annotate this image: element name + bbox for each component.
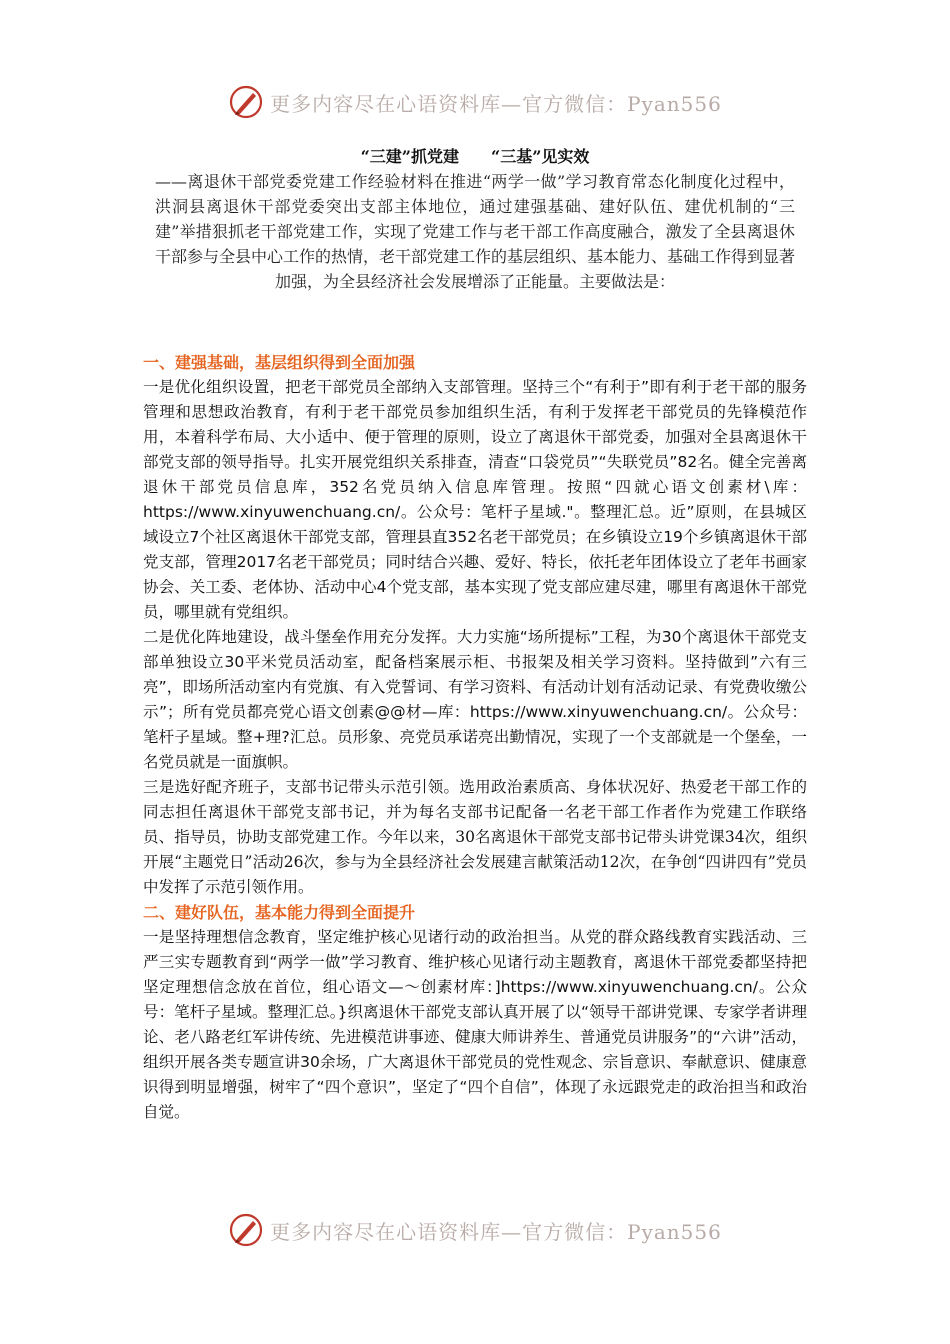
document-body bbox=[143, 140, 807, 1125]
pen-logo-icon bbox=[228, 84, 264, 120]
pen-logo-icon bbox=[228, 1212, 264, 1248]
banner-text: 更多内容尽在心语资料库—官方微信：Pyan556 bbox=[270, 91, 722, 116]
document-title: “三建”抓党建 “三基”见实效 bbox=[360, 147, 590, 166]
paragraph-3-lead: 三是选好配齐班子，支部书记带头示范引领。 bbox=[143, 778, 460, 796]
section-1-paragraph-2: 二是优化阵地建设，战斗堡垒作用充分发挥。大力实施“场所提标”工程，为30个离退休干部党支部单独设立30平米党员活动室，配备档案展示柜、书报架及相关学习资料。坚持做到”六有三亮”，即场所活动室内有党旗、有入党誓词、有学习资料、有活动计划有活动记录、有党费收缴公示”；所有党员都亮党心语文创素@@材—库：https://www.xinyuwenchuang.cn/。公众号：笔杆子星域。整+理?汇总。员形象、亮党员承诺亮出勤情况，实现了一个支部就是一个堡垒，一名党员就是一面旗帜。 bbox=[143, 628, 807, 771]
section-2-paragraph-1: 一是坚持理想信念教育，坚定维护核心见诸行动的政治担当。从党的群众路线教育实践活动、三严三实专题教育到“两学一做”学习教育、维护核心见诸行动主题教育，离退休干部党委都坚持把坚定理想信念放在首位，组心语文—～创素材库：]https://www.xinyuwenchuang.cn/。公众号：笔杆子星域。整理汇总。}织离退休干部党支部认真开展了以“领导干部讲党课、专家学者讲理论、老八路老红军讲传统、先进模范讲事迹、健康大师讲养生、普通党员讲服务”的“六讲”活动，组织开展各类专题宣讲30余场，广大离退休干部党员的党性观念、宗旨意识、奉献意识、健康意识得到明显增强，树牢了“四个意识”，坚定了“四个自信”，体现了永远跟党走的政治担当和政治自觉。 bbox=[143, 928, 807, 1121]
banner-text: 更多内容尽在心语资料库—官方微信：Pyan556 bbox=[270, 1219, 722, 1244]
header-watermark-banner bbox=[0, 80, 950, 124]
section-1-paragraph-3 bbox=[143, 775, 807, 900]
section-1-paragraph-1: 一是优化组织设置，把老干部党员全部纳入支部管理。坚持三个“有利于”即有利于老干部的服务管理和思想政治教育，有利于老干部党员参加组织生活，有利于发挥老干部党员的先锋模范作用，本着科学布局、大小适中、便于管理的原则，设立了离退休干部党委，加强对全县离退休干部党支部的领导指导。扎实开展党组织关系排查，清查“口袋党员”“失联党员”82名。健全完善离退休干部党员信息库，352名党员纳入信息库管理。按照“四就心语文创素材\库：https://www.xinyuwenchuang.cn/。公众号：笔杆子星域."。整理汇总。近”原则，在县城区域设立7个社区离退休干部党支部，管理县直352名老干部党员；在乡镇设立19个乡镇离退休干部党支部，管理2017名老干部党员；同时结合兴趣、爱好、特长，依托老年团体设立了老年书画家协会、关工委、老体协、活动中心4个党支部，基本实现了党支部应建尽建，哪里有离退休干部党员，哪里就有党组织。 bbox=[143, 378, 807, 621]
section-2-heading: 二、建好队伍，基本能力得到全面提升 bbox=[143, 903, 416, 922]
document-intro: ——离退休干部党委党建工作经验材料在推进“两学一做”学习教育常态化制度化过程中，洪洞县离退休干部党委突出支部主体地位，通过建强基础、建好队伍、建优机制的“三建”举措狠抓老干部党建工作，实现了党建工作与老干部工作高度融合，激发了全县离退休干部参与全县中心工作的热情，老干部党建工作的基层组织、基本能力、基础工作得到显著加强，为全县经济社会发展增添了正能量。主要做法是： bbox=[155, 172, 796, 291]
section-1-heading: 一、建强基础，基层组织得到全面加强 bbox=[143, 353, 416, 372]
paragraph-3-body: 选用政治素质高、身体状况好、热爱老干部工作的同志担任离退休干部党支部书记，并为每名支部书记配备一名老干部工作者作为党建工作联络员、指导员，协助支部党建工作。今年以来，30名离退休干部党支部书记带头讲党课34次，组织开展“主题党日”活动26次，参与为全县经济社会发展建言献策活动12次，在争创“四讲四有”党员中发挥了示范引领作用。 bbox=[143, 778, 807, 896]
footer-watermark-banner bbox=[0, 1208, 950, 1252]
